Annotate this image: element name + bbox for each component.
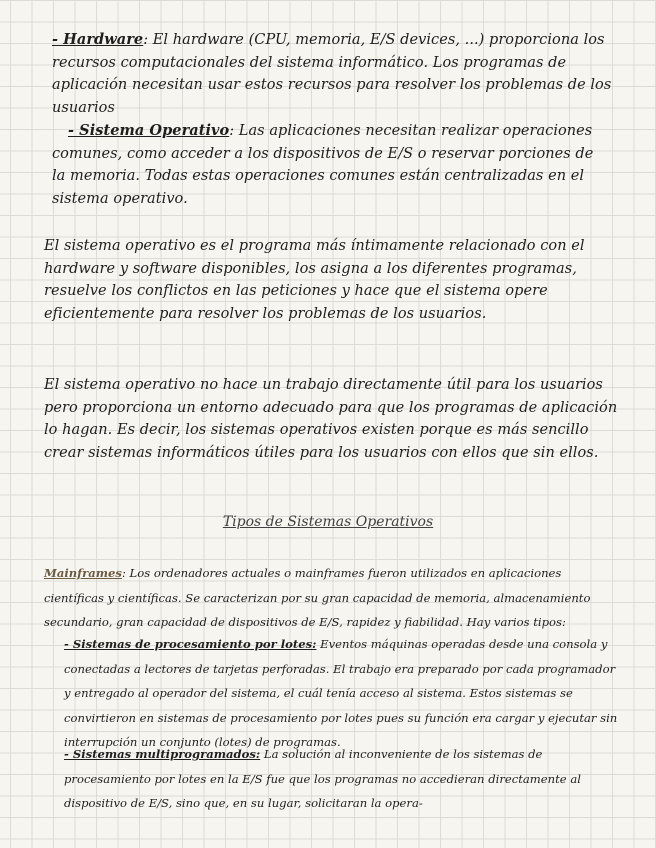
text-entorno-usuarios: El sistema operativo no hace un trabajo directamente útil para los usuarios pero proporciona un entorno adecuado para que los programas de aplicación lo hagan. Es decir, los sistemas operativos existen porque es más sencillo crear sistemas informáticos útiles para los usuarios con ellos que sin ellos.: [44, 377, 618, 461]
heading-multiprogramados: - Sistemas multiprogramados:: [64, 747, 261, 761]
section-title-wrap: [0, 511, 656, 530]
section-title: Tipos de Sistemas Operativos: [222, 514, 434, 530]
text-hardware: : El hardware (CPU, memoria, E/S devices, ...) proporciona los recursos computacionales del sistema informático. Los programas de aplicación necesitan usar estos recursos para resolver los problemas de los usuarios: [52, 32, 612, 116]
paragraph-procesamiento-lotes: [64, 632, 624, 755]
heading-procesamiento-lotes: - Sistemas de procesamiento por lotes:: [64, 637, 317, 651]
heading-hardware: - Hardware: [52, 31, 144, 48]
paragraph-hardware: [52, 29, 612, 119]
paragraph-programa-hardware: [44, 235, 614, 325]
paragraph-mainframes: [44, 561, 620, 635]
heading-mainframes: Mainframes: [44, 566, 122, 580]
text-mainframes: : Los ordenadores actuales o mainframes fueron utilizados en aplicaciones científicas y científicas. Se caracterizan por su gran capacidad de memoria, almacenamiento secundario, gran capacidad de dispositivos de E/S, rapidez y fiabilidad. Hay varios tipos:: [44, 566, 591, 629]
paragraph-multiprogramados: [64, 742, 624, 816]
paragraph-sistema-operativo: [52, 120, 608, 210]
text-procesamiento-lotes: Eventos máquinas operadas desde una consola y conectadas a lectores de tarjetas perforadas. El trabajo era preparado por cada programador y entregado al operador del sistema, el cuál tenía acceso al sistema. Estos sistemas se convirtieron en sistemas de procesamiento por lotes pues su función era cargar y ejecutar sin interrupción un conjunto (lotes) de programas.: [64, 637, 618, 749]
text-programa-hardware: El sistema operativo es el programa más íntimamente relacionado con el hardware y software disponibles, los asigna a los diferentes programas, resuelve los conflictos en las peticiones y hace que el sistema opere eficientemente para resolver los problemas de los usuarios.: [44, 238, 585, 322]
paragraph-entorno-usuarios: [44, 374, 626, 464]
text-sistema-operativo: : Las aplicaciones necesitan realizar operaciones comunes, como acceder a los dispositivos de E/S o reservar porciones de la memoria. Todas estas operaciones comunes están centralizadas en el sistema operativo.: [52, 123, 594, 207]
text-multiprogramados: La solución al inconveniente de los sistemas de procesamiento por lotes en la E/S fue que los programas no accedieran directamente al dispositivo de E/S, sino que, en su lugar, solicitaran la opera-: [64, 747, 581, 810]
heading-sistema-operativo: - Sistema Operativo: [68, 122, 230, 139]
